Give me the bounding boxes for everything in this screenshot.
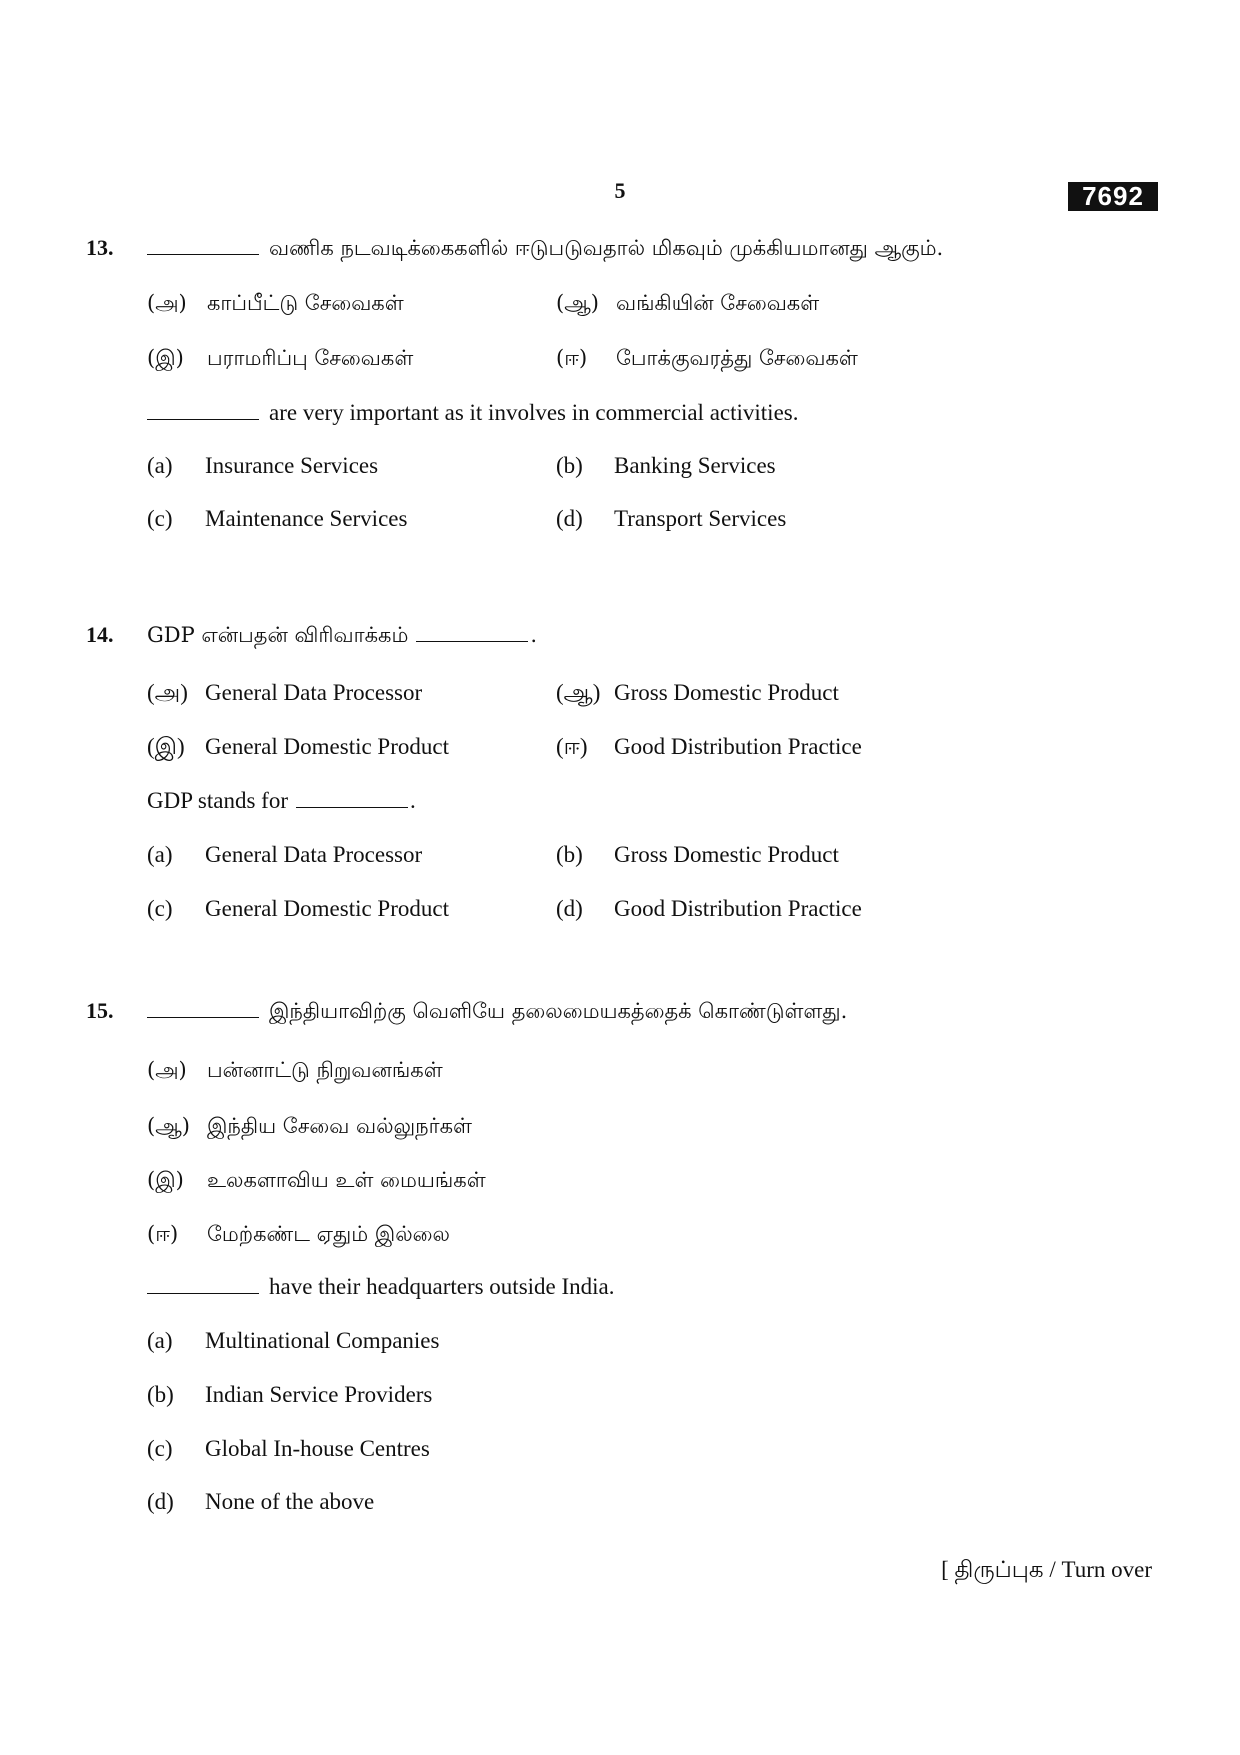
answer-blank — [296, 789, 408, 808]
question-number: 15. — [86, 998, 114, 1023]
tamil-option-b: (ஆ) Gross Domestic Product — [556, 680, 839, 705]
english-option-a: (a) General Data Processor — [147, 842, 423, 867]
english-option-b: (b) Indian Service Providers — [147, 1382, 433, 1407]
answer-blank — [147, 1275, 259, 1294]
page-number: 5 — [614, 178, 626, 203]
tamil-option-b: (ஆ) இந்திய சேவை வல்லுநர்கள் — [147, 1114, 472, 1138]
english-option-d: (d) None of the above — [147, 1489, 375, 1514]
english-option-b: (b) Gross Domestic Product — [556, 842, 839, 867]
english-option-d: (d) Transport Services — [556, 506, 787, 531]
question-english-text: are very important as it involves in commercial activities. — [147, 398, 798, 428]
tamil-option-c: (இ) உலகளாவிய உள் மையங்கள் — [147, 1168, 486, 1192]
answer-blank — [147, 401, 259, 420]
tamil-option-a: (அ) பன்னாட்டு நிறுவனங்கள் — [147, 1058, 443, 1082]
question-tamil-text: வணிக நடவடிக்கைகளில் ஈடுபடுவதால் மிகவும் முக்கியமானது ஆகும். — [147, 233, 943, 263]
question-number: 13. — [86, 235, 114, 260]
question-tamil-text: GDP என்பதன் விரிவாக்கம் . — [147, 623, 538, 647]
english-option-b: (b) Banking Services — [556, 453, 776, 478]
answer-blank — [147, 999, 259, 1018]
paper-code-badge: 7692 — [1068, 182, 1158, 211]
english-option-d: (d) Good Distribution Practice — [556, 896, 862, 921]
english-option-a: (a) Multinational Companies — [147, 1328, 440, 1353]
tamil-option-b: (ஆ) வங்கியின் சேவைகள் — [556, 291, 820, 315]
english-option-c: (c) General Domestic Product — [147, 896, 449, 921]
tamil-option-d: (ஈ) Good Distribution Practice — [556, 734, 862, 759]
answer-blank — [147, 236, 259, 255]
question-english-text: GDP stands for . — [147, 788, 416, 813]
tamil-option-d: (ஈ) போக்குவரத்து சேவைகள் — [556, 346, 858, 370]
tamil-option-c: (இ) General Domestic Product — [147, 734, 449, 759]
english-option-a: (a) Insurance Services — [147, 453, 379, 478]
answer-blank — [416, 623, 528, 642]
english-option-c: (c) Global In-house Centres — [147, 1436, 430, 1461]
tamil-option-d: (ஈ) மேற்கண்ட ஏதும் இல்லை — [147, 1222, 450, 1246]
english-option-c: (c) Maintenance Services — [147, 506, 408, 531]
question-number: 14. — [86, 622, 114, 647]
tamil-option-c: (இ) பராமரிப்பு சேவைகள் — [147, 346, 414, 370]
tamil-option-a: (அ) காப்பீட்டு சேவைகள் — [147, 291, 404, 315]
tamil-option-a: (அ) General Data Processor — [147, 680, 423, 705]
question-tamil-text: இந்தியாவிற்கு வெளியே தலைமையகத்தைக் கொண்டுள்ளது. — [147, 996, 847, 1026]
turn-over-note: [ திருப்புக / Turn over — [941, 1557, 1152, 1582]
question-english-text: have their headquarters outside India. — [147, 1272, 615, 1302]
